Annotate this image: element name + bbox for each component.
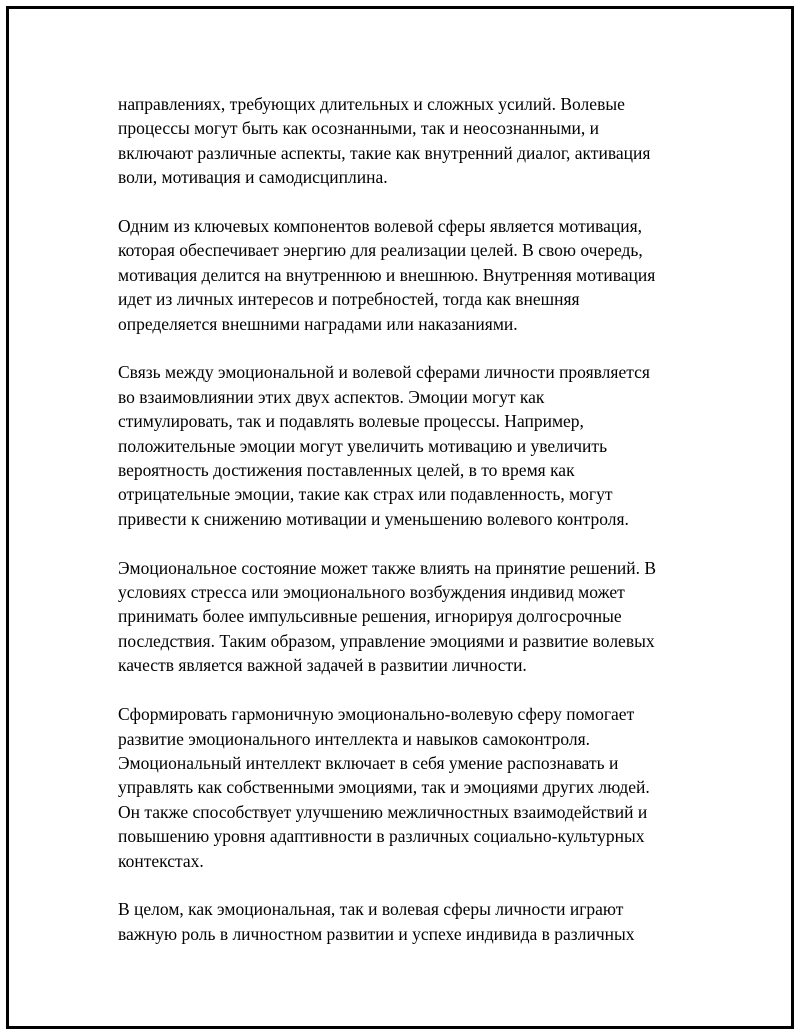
paragraph-6: В целом, как эмоциональная, так и волевая сферы личности играют важную роль в личностном развитии и успехе индивида в различных xyxy=(118,899,635,944)
paragraph-5: Сформировать гармоничную эмоционально-волевую сферу помогает развитие эмоционального интеллекта и навыков самоконтроля. Эмоциональный интеллект включает в себя умение распознавать и управлять как собственными эмоциями, так и эмоциями других людей. Он также способствует улучшению межличностных взаимодействий и повышению уровня адаптивности в различных социально-культурных контекстах. xyxy=(118,704,650,871)
paragraph-4: Эмоциональное состояние может также влиять на принятие решений. В условиях стресса или эмоционального возбуждения индивид может принимать более импульсивные решения, игнорируя долгосрочные последствия. Таким образом, управление эмоциями и развитие волевых качеств является важной задачей в развитии личности. xyxy=(118,557,656,676)
paragraph-1: направлениях, требующих длительных и сложных усилий. Волевые процессы могут быть как осознанными, так и неосознанными, и включают различные аспекты, такие как внутренний диалог, активация воли, мотивация и самодисциплина. xyxy=(118,94,651,188)
document-body xyxy=(118,92,718,971)
paragraph-3: Связь между эмоциональной и волевой сферами личности проявляется во взаимовлиянии этих двух аспектов. Эмоции могут как стимулировать, так и подавлять волевые процессы. Например, положительные эмоции могут увеличить мотивацию и увеличить вероятность достижения поставленных целей, в то время как отрицательные эмоции, такие как страх или подавленность, могут привести к снижению мотивации и уменьшению волевого контроля. xyxy=(118,362,650,529)
paragraph-2: Одним из ключевых компонентов волевой сферы является мотивация, которая обеспечивает энергию для реализации целей. В свою очередь, мотивация делится на внутреннюю и внешнюю. Внутренняя мотивация идет из личных интересов и потребностей, тогда как внешняя определяется внешними наградами или наказаниями. xyxy=(118,216,656,334)
